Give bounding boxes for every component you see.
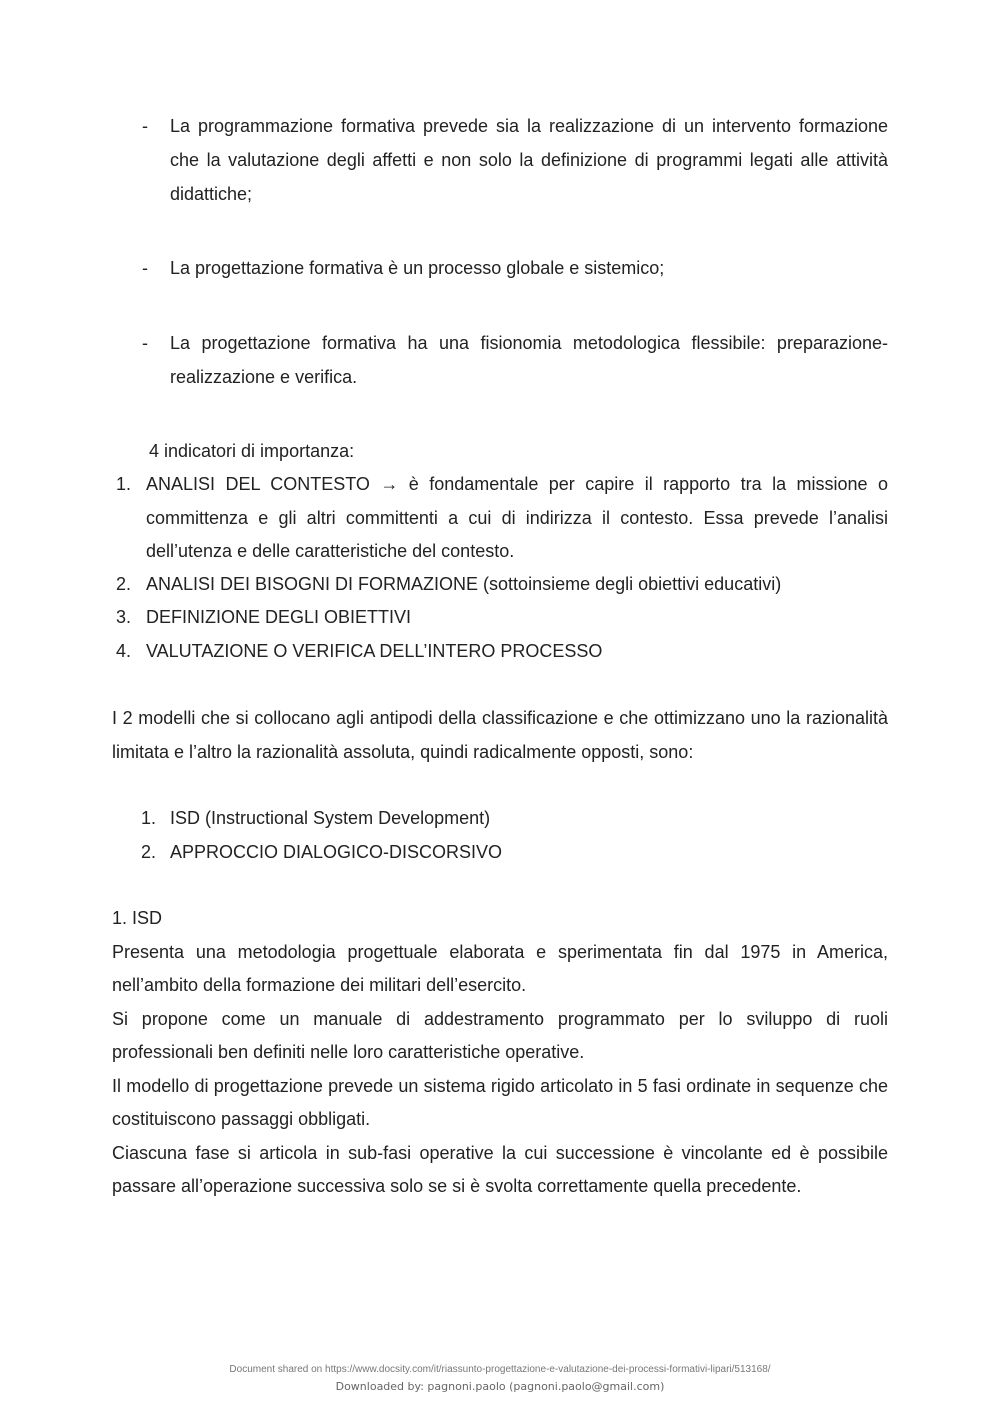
bullet-marker: -	[142, 258, 148, 278]
bullet-marker: -	[142, 333, 148, 353]
indicator-item	[112, 468, 888, 569]
isd-paragraph: Ciascuna fase si articola in sub-fasi operative la cui successione è vincolante ed è possibile passare all’operazione successiva solo se si è svolta correttamente quella precedente.	[112, 1142, 888, 1196]
bullet-marker: -	[142, 116, 148, 136]
bullet-item	[142, 251, 888, 285]
indicators-intro: 4 indicatori di importanza:	[149, 441, 355, 461]
indicator-text: VALUTAZIONE O VERIFICA DELL’INTERO PROCESSO	[146, 641, 603, 661]
indicator-item	[112, 601, 888, 635]
bullet-text: La progettazione formativa ha una fisionomia metodologica flessibile: preparazione-realizzazione e verifica.	[170, 333, 888, 387]
model-number: 2.	[141, 842, 157, 862]
indicator-item	[112, 568, 888, 602]
model-item	[112, 836, 888, 870]
indicator-text: ANALISI DEL CONTESTO → è fondamentale per capire il rapporto tra la missione o committenza e gli altri committenti a cui di indirizza il contesto. Essa prevede l’analisi dell’utenza e delle caratteristiche del contesto.	[146, 474, 888, 561]
indicator-number: 4.	[116, 641, 132, 661]
models-paragraph: I 2 modelli che si collocano agli antipodi della classificazione e che ottimizzano uno la razionalità limitata e l’altro la razionalità assoluta, quindi radicalmente opposti, sono:	[112, 708, 888, 762]
indicator-number: 1.	[116, 474, 132, 494]
model-item	[112, 802, 888, 836]
footer-downloaded-by: Downloaded by: pagnoni.paolo (pagnoni.paolo@gmail.com)	[335, 1380, 665, 1393]
indicator-number: 3.	[116, 607, 132, 627]
indicator-text: ANALISI DEI BISOGNI DI FORMAZIONE (sottoinsieme degli obiettivi educativi)	[146, 574, 782, 594]
indicator-text: DEFINIZIONE DEGLI OBIETTIVI	[146, 607, 412, 627]
isd-paragraph: Si propone come un manuale di addestramento programmato per lo sviluppo di ruoli professionali ben definiti nelle loro caratteristiche operative.	[112, 1008, 888, 1062]
indicator-number: 2.	[116, 574, 132, 594]
indicator-item	[112, 635, 888, 669]
model-text: APPROCCIO DIALOGICO-DISCORSIVO	[170, 842, 503, 862]
section-heading: 1. ISD	[112, 908, 163, 928]
bullet-text: La programmazione formativa prevede sia la realizzazione di un intervento formazione che la valutazione degli affetti e non solo la definizione di programmi legati alle attività didattiche;	[170, 116, 888, 204]
model-number: 1.	[141, 808, 157, 828]
isd-paragraph: Presenta una metodologia progettuale elaborata e sperimentata fin dal 1975 in America, nell’ambito della formazione dei militari dell’esercito.	[112, 941, 888, 995]
model-text: ISD (Instructional System Development)	[170, 808, 491, 828]
bullet-item	[142, 326, 888, 394]
footer-shared-link: Document shared on https://www.docsity.com/it/riassunto-progettazione-e-valutazione-dei-processi-formativi-lipari/513168/	[229, 1364, 771, 1375]
bullet-item	[142, 109, 888, 211]
isd-paragraph: Il modello di progettazione prevede un sistema rigido articolato in 5 fasi ordinate in sequenze che costituiscono passaggi obbligati.	[112, 1075, 888, 1129]
isd-section	[112, 902, 888, 1204]
bullet-text: La progettazione formativa è un processo globale e sistemico;	[170, 258, 665, 278]
